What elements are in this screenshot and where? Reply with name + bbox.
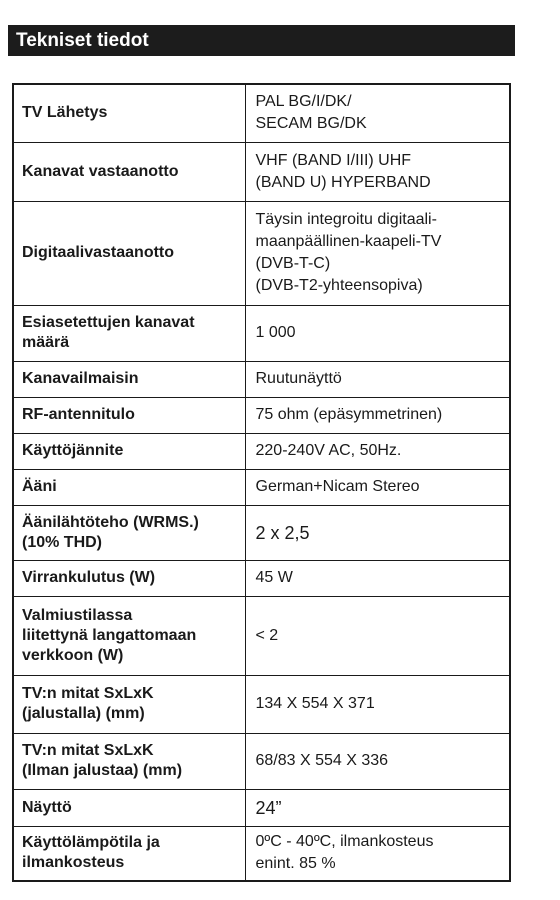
spec-value-line: Ruutunäyttö bbox=[255, 370, 342, 387]
table-row bbox=[13, 789, 510, 826]
table-row bbox=[13, 142, 510, 201]
spec-label bbox=[13, 826, 245, 881]
spec-label-line: Käyttölämpötila ja bbox=[22, 834, 160, 852]
spec-label-line: TV:n mitat SxLxK bbox=[22, 685, 154, 702]
spec-value-line: 24” bbox=[255, 797, 282, 818]
spec-label-line: määrä bbox=[22, 334, 70, 351]
table-row bbox=[13, 397, 510, 433]
spec-label-line: Kanavat vastaanotto bbox=[22, 162, 179, 180]
spec-label-line: TV:n mitat SxLxK bbox=[22, 742, 154, 759]
spec-label bbox=[13, 84, 245, 142]
spec-value bbox=[245, 397, 510, 433]
spec-value bbox=[245, 361, 510, 397]
spec-value-line: 68/83 X 554 X 336 bbox=[255, 752, 389, 769]
spec-label bbox=[13, 433, 245, 469]
spec-value bbox=[245, 84, 510, 142]
spec-value-line: (DVB-T-C) bbox=[255, 255, 331, 272]
spec-label bbox=[13, 789, 245, 826]
spec-label bbox=[13, 305, 245, 361]
spec-value bbox=[245, 505, 510, 560]
spec-label bbox=[13, 675, 245, 733]
spec-label-line: verkkoon (W) bbox=[22, 646, 124, 664]
spec-label bbox=[13, 397, 245, 433]
spec-label-line: Digitaalivastaanotto bbox=[22, 244, 175, 261]
spec-value-line: < 2 bbox=[255, 626, 279, 644]
spec-value-line: 1 000 bbox=[255, 324, 296, 341]
spec-value bbox=[245, 675, 510, 733]
spec-label-line: ilmankosteus bbox=[22, 854, 125, 872]
spec-label-line: (jalustalla) (mm) bbox=[22, 705, 145, 722]
spec-value bbox=[245, 826, 510, 881]
spec-value bbox=[245, 469, 510, 505]
spec-label-line: Ääni bbox=[22, 478, 57, 495]
spec-value-line: 2 x 2,5 bbox=[255, 522, 310, 543]
spec-value-line: SECAM BG/DK bbox=[255, 115, 367, 133]
spec-value bbox=[245, 201, 510, 305]
spec-label bbox=[13, 469, 245, 505]
spec-label-line: liitettynä langattomaan bbox=[22, 626, 197, 644]
table-row bbox=[13, 84, 510, 142]
table-row bbox=[13, 505, 510, 560]
table-row bbox=[13, 733, 510, 789]
spec-value-line: (BAND U) HYPERBAND bbox=[255, 173, 431, 191]
spec-value bbox=[245, 305, 510, 361]
spec-label bbox=[13, 361, 245, 397]
spec-label-line: Virrankulutus (W) bbox=[22, 569, 156, 586]
spec-label bbox=[13, 505, 245, 560]
table-row bbox=[13, 469, 510, 505]
spec-value-line: 134 X 554 X 371 bbox=[255, 695, 375, 712]
spec-value bbox=[245, 433, 510, 469]
spec-label-line: Valmiustilassa bbox=[22, 606, 133, 624]
spec-label-line: (10% THD) bbox=[22, 533, 103, 551]
spec-value-line: 220-240V AC, 50Hz. bbox=[255, 442, 402, 459]
spec-label-line: Kanavailmaisin bbox=[22, 370, 139, 387]
spec-value-line: PAL BG/I/DK/ bbox=[255, 93, 352, 111]
table-row bbox=[13, 826, 510, 881]
table-row bbox=[13, 560, 510, 596]
table-row bbox=[13, 305, 510, 361]
spec-value-line: 0ºC - 40ºC, ilmankosteus bbox=[255, 833, 434, 851]
spec-value bbox=[245, 596, 510, 675]
specifications-table bbox=[12, 83, 511, 882]
spec-label bbox=[13, 560, 245, 596]
spec-value bbox=[245, 560, 510, 596]
spec-label bbox=[13, 201, 245, 305]
spec-value bbox=[245, 733, 510, 789]
spec-label-line: RF-antennitulo bbox=[22, 406, 135, 423]
spec-value-line: VHF (BAND I/III) UHF bbox=[255, 151, 412, 169]
spec-value-line: maanpäällinen-kaapeli-TV bbox=[255, 233, 442, 250]
spec-label-line: Näyttö bbox=[22, 798, 72, 816]
table-row bbox=[13, 596, 510, 675]
table-row bbox=[13, 361, 510, 397]
spec-value-line: 45 W bbox=[255, 569, 293, 586]
spec-label-line: Käyttöjännite bbox=[22, 442, 124, 459]
spec-value-line: enint. 85 % bbox=[255, 855, 336, 873]
spec-value-line: (DVB-T2-yhteensopiva) bbox=[255, 277, 423, 294]
spec-label-line: Esiasetettujen kanavat bbox=[22, 314, 195, 331]
spec-label bbox=[13, 142, 245, 201]
spec-label bbox=[13, 733, 245, 789]
spec-value bbox=[245, 789, 510, 826]
spec-label-line: (Ilman jalustaa) (mm) bbox=[22, 762, 183, 779]
section-title: Tekniset tiedot bbox=[8, 25, 515, 56]
spec-label-line: TV Lähetys bbox=[22, 104, 108, 122]
spec-value-line: 75 ohm (epäsymmetrinen) bbox=[255, 406, 443, 423]
specifications-table-body bbox=[13, 84, 510, 881]
spec-label bbox=[13, 596, 245, 675]
spec-label-line: Äänilähtöteho (WRMS.) bbox=[22, 513, 199, 531]
spec-value bbox=[245, 142, 510, 201]
spec-value-line: Täysin integroitu digitaali- bbox=[255, 211, 437, 228]
table-row bbox=[13, 675, 510, 733]
table-row bbox=[13, 201, 510, 305]
spec-value-line: German+Nicam Stereo bbox=[255, 478, 420, 495]
table-row bbox=[13, 433, 510, 469]
